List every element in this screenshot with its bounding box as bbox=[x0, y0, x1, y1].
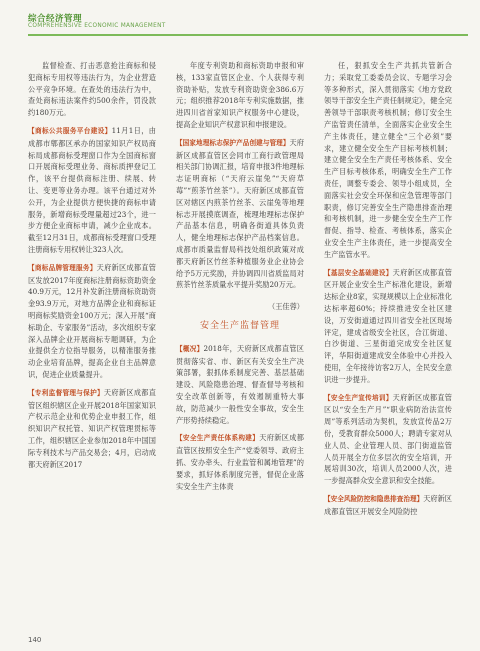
paragraph bbox=[28, 125, 156, 256]
subsection-tag: 【商标品牌管理服务】 bbox=[28, 263, 97, 272]
paragraph bbox=[176, 432, 304, 492]
paragraph-text: 天府新区成都直管区开展企业安全生产标准化建设，新增达标企业8家，实现规模以上企业标准化达标率超60%；持续推进安全社区建设，万安街道通过四川省安全社区现场评定，建成省级安全社区，合江街道、白沙街道、三星街道完成安全社区复评，华阳街道建成安全体验中心并投入使用，全年接待访客2万人，全民安全意识进一步提升。 bbox=[324, 267, 452, 384]
paragraph-text: 天府新区成都直管区会同市工商行政管理局相关部门协调汇报，培育申报3件地理标志证明商标（“天府云崖兔”“天府草莓”“煎茶竹丝茶”）。天府新区成都直管区对辖区内煎茶竹丝茶、云崖兔等地理标志开展摸底调查，梳理地理标志保护产品基本信息，明确各街道具体负责人，健全地理标志保护产品档案信息。成都市质量监督局科技处组织政策对成都天府新区竹丝茶种植服务业企业协会给予5万元奖励，并协调四川省质监局对煎茶竹丝茶质量水平提升奖励20万元。 bbox=[176, 137, 304, 290]
paragraph bbox=[324, 267, 452, 386]
paragraph-text: 2018年，天府新区成都直管区贯彻落实省、市、新区有关安全生产决策部署，狠抓体系制度完善、基层基础建设、风险隐患治理、督查督导考核和安全改革创新等，有效遏制重特大事故，防范减少一般性安全事故，安全生产形势持续稳定。 bbox=[176, 343, 304, 425]
paragraph-text: 任，狠抓安全生产共抓共管新合力；采取党工委委员会议、专题学习会等多种形式，深入贯彻落实《地方党政领导干部安全生产责任制规定》，健全完善领导干部职责考核机制；修订安全生产监管责任清单，全面落实企业安全生产主体责任，建立健全“三个必须”要求，建立健全安全生产目标考核机制；建立健全安全生产责任考核体系、安全生产目标考核体系，明确安全生产工作责任，调整专委会、领导小组成员，全面落实社会安全环保和应急管理等部门职责，修订完善安全生产隐患排查治理和考核机制，进一步健全安全生产工作督促、指导、检查、考核体系，落实企业安全生产主体责任，进一步提高安全生产监管水平。 bbox=[324, 61, 452, 259]
paragraph bbox=[28, 262, 156, 381]
subsection-tag: 【安全生产宣传培训】 bbox=[324, 393, 393, 402]
subsection-tag: 【商标公共服务平台建设】 bbox=[28, 126, 112, 135]
paragraph-spacer bbox=[28, 470, 156, 476]
paragraph bbox=[176, 137, 304, 291]
header-title: 综合经济管理 bbox=[28, 14, 83, 24]
subsection-tag: 【安全生产责任体系构建】 bbox=[176, 434, 260, 443]
section-title: 安全生产监督管理 bbox=[199, 320, 280, 331]
column-3 bbox=[324, 60, 452, 523]
subsection-tag: 【基层安全基础建设】 bbox=[324, 268, 393, 277]
paragraph bbox=[176, 60, 304, 131]
column-2 bbox=[176, 60, 304, 498]
paragraph bbox=[28, 387, 156, 471]
paragraph bbox=[176, 343, 304, 427]
column-1 bbox=[28, 60, 156, 476]
paragraph bbox=[28, 60, 156, 119]
paragraph-text: 天府新区成都直管区开展安全风险防控 bbox=[324, 493, 452, 516]
subsection-tag: 【概况】 bbox=[176, 344, 204, 353]
paragraph-text: 天府新区成都直管区以“安全生产月”“职业病防治法宣传周”等系列活动为契机，发放宣传品2万份，受教育群众5000人；聘请专家对从业人员、企业管理人员、部门街道监管人员开展全方位多层次的安全培训，开展培训30次，培训人员2000人次，进一步提高群众安全意识和安全技能。 bbox=[324, 392, 452, 486]
paragraph bbox=[324, 60, 452, 261]
subsection-tag: 【国家地理标志保护产品创建与管理】 bbox=[176, 138, 290, 147]
paragraph-text: 年度专利资助和商标资助申报和审核，133家直管区企业、个人获得专利资助补贴，发放专利资助资金386.6万元；组织推荐2018年专利实施数据，推进四川省首家知识产权服务中心建设，提高企业知识产权意识和申报建设。 bbox=[176, 61, 304, 129]
paragraph-text: 天府新区成都直管区按照安全生产“党委领导、政府主抓、安办牵头、行业监管和属地管理”的要求，抓好体系制度完善，督促企业落实安全生产主体责 bbox=[176, 433, 304, 491]
subsection-tag: 【专利监督管理与保护】 bbox=[28, 388, 104, 397]
page-number: 140 bbox=[28, 636, 42, 644]
paragraph-text: 11月1日，由成都市郫都区承办的国家知识产权局商标局成都商标受理窗口作为全国商标窗口开展商标受理业务、商标质押登记工作，该平台提供商标注册、续展、转让、变更等业务办理。该平台通过对外公开，为企业提供方便快捷的商标申请服务，新增商标受理量超过23个，进一步方便企业商标申请，减少企业成本。截至12月31日，成都商标受理窗口受理注册商标专用权转让323人次。 bbox=[28, 125, 156, 254]
header-subtitle: COMPREHENSIVE ECONOMIC MANAGEMENT bbox=[28, 23, 166, 29]
paragraph-spacer bbox=[324, 517, 452, 523]
author-credit: （王佳蓉） bbox=[268, 302, 304, 312]
paragraph bbox=[324, 493, 452, 518]
paragraph-text: 监督检查、打击恶意抢注商标和侵犯商标专用权等违法行为，为企业营造公平竞争环境。在查处的违法行为中，查处商标违法案件约500余件，罚没款约180万元。 bbox=[28, 61, 156, 118]
paragraph-text: 天府新区成都直管区组织辖区企业开展2018年国家知识产权示范企业和优势企业申报工作，组织知识产权托管、知识产权管理贯标等工作，组织辖区企业参加2018年中国国际专利技术与产品交易会；4月，启动成都天府新区2017 bbox=[28, 387, 156, 469]
paragraph-text: 天府新区成都直管区发放2017年度商标注册商标资助资金40.9万元，12月补发新注册商标资助资金93.9万元，对地方品牌企业和商标证明商标奖励资金100万元；深入开展“商标助企、专家服务”活动，多次组织专家深入品牌企业开展商标专题调研，为企业提供全方位指导服务，以精准服务推动企业培育品牌，提高企业自主品牌意识，促进企业质量提升。 bbox=[28, 262, 156, 379]
paragraph-spacer bbox=[176, 492, 304, 498]
paragraph bbox=[324, 392, 452, 487]
page-header bbox=[28, 12, 468, 48]
subsection-tag: 【安全风险防控和隐患排查治理】 bbox=[324, 494, 424, 503]
header-rule bbox=[28, 34, 468, 36]
paragraph-spacer bbox=[176, 291, 304, 297]
